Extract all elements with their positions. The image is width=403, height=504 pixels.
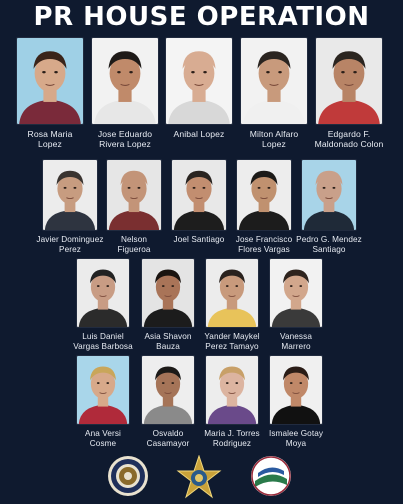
person-name: Joel Santiago	[173, 235, 225, 244]
mugshot-photo	[237, 160, 291, 230]
person-card	[241, 38, 307, 149]
person-name: Ismalee Gotay Moya	[268, 429, 324, 448]
mugshot-photo	[77, 259, 129, 327]
department-logo-icon	[250, 455, 292, 497]
person-name: Yander Maykel Perez Tamayo	[204, 332, 260, 351]
mugshot-photo	[17, 38, 83, 124]
mugshot-photo	[77, 356, 129, 424]
mugshot-photo	[172, 160, 226, 230]
person-name: Jose Francisco Flores Vargas	[235, 235, 293, 254]
person-card	[296, 160, 362, 254]
person-card	[73, 259, 133, 351]
person-card	[270, 356, 322, 448]
person-card	[36, 160, 104, 254]
mugshot-photo	[142, 356, 194, 424]
mugshot-photo	[206, 259, 258, 327]
person-name: Maria J. Torres Rodriguez	[204, 429, 260, 448]
mugshot-photo	[142, 259, 194, 327]
person-name: Jose Eduardo Rivera Lopez	[97, 129, 153, 149]
person-card	[270, 259, 322, 351]
fdle-seal-icon	[107, 455, 149, 497]
mugshot-photo	[206, 356, 258, 424]
person-card	[166, 38, 232, 139]
mugshot-photo	[270, 356, 322, 424]
mugshot-photo	[166, 38, 232, 124]
mugshot-photo	[107, 160, 161, 230]
person-name: Vanessa Marrero	[280, 332, 312, 351]
person-name: Nelson Figueroa	[117, 235, 151, 254]
mugshot-photo	[92, 38, 158, 124]
person-name: Pedro G. Mendez Santiago	[296, 235, 362, 254]
mugshot-photo	[316, 38, 382, 124]
person-card	[77, 356, 129, 448]
person-name: Rosa Maria Lopez	[27, 129, 73, 149]
person-name: Osvaldo Casamayor	[146, 429, 190, 448]
person-name: Ana Versi Cosme	[85, 429, 121, 448]
person-name: Luis Daniel Vargas Barbosa	[73, 332, 133, 351]
person-name: Milton Alfaro Lopez	[249, 129, 299, 149]
mugshot-photo	[270, 259, 322, 327]
person-card	[237, 160, 291, 254]
person-card	[142, 259, 194, 351]
mugshot-photo	[241, 38, 307, 124]
person-name: Asia Shavon Bauza	[144, 332, 192, 351]
person-card	[206, 259, 258, 351]
person-card	[107, 160, 161, 254]
person-name: Javier Dominguez Perez	[36, 235, 104, 254]
person-name: Edgardo F. Maldonado Colon	[314, 129, 384, 149]
person-card	[316, 38, 382, 149]
person-card	[17, 38, 83, 149]
person-name: Anibal Lopez	[173, 129, 225, 139]
page-title: PR HOUSE OPERATION	[33, 2, 370, 32]
mugshot-photo	[43, 160, 97, 230]
person-card	[206, 356, 258, 448]
person-card	[92, 38, 158, 149]
person-card	[142, 356, 194, 448]
sheriff-star-icon	[176, 455, 222, 499]
person-card	[172, 160, 226, 245]
mugshot-photo	[302, 160, 356, 230]
